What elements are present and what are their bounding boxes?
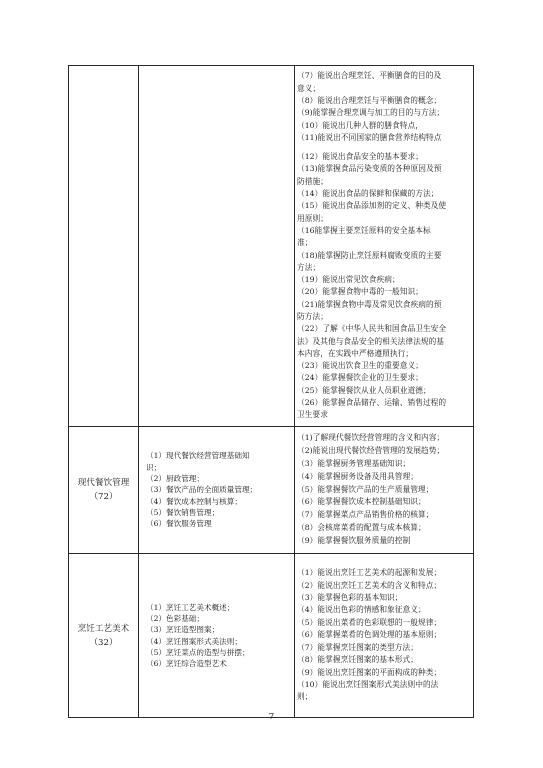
requirement-item: 法》及其他与食品安全的相关法律法规的基 xyxy=(297,336,445,346)
curriculum-table xyxy=(68,65,474,718)
requirement-item: （13)能掌握食品污染变质的各种原因及预 xyxy=(297,164,442,174)
content-item: （4）烹饪图案形式美法则； xyxy=(146,636,242,646)
requirement-item: （9)能掌握合理烹调与加工的目的与方法； xyxy=(297,108,445,118)
requirement-item xyxy=(297,144,471,151)
requirement-item: （4）能说出色彩的情感和象征意义； xyxy=(297,605,426,615)
requirement-item: （3）能掌握色彩的基本知识； xyxy=(297,593,403,603)
content-item: （1）现代餐饮经营管理基础知 xyxy=(146,451,250,461)
requirement-item: （5）能掌握餐饮产品的生产质量管理； xyxy=(297,484,434,494)
requirement-item: 本内容，在实践中严格遵照执行； xyxy=(297,348,414,358)
requirement-item: 方法； xyxy=(297,262,321,272)
content-list xyxy=(139,450,294,529)
requirement-item: （8）能说出合理烹饪与平衡膳食的概念； xyxy=(297,95,442,105)
requirement-cell xyxy=(295,66,474,427)
module-cell xyxy=(69,427,139,554)
requirement-list xyxy=(295,430,473,549)
requirement-item: （10）能说出几种人群的膳食特点， xyxy=(297,120,423,130)
requirement-list xyxy=(295,565,473,705)
requirement-item: 意义； xyxy=(297,83,321,93)
requirement-cell xyxy=(295,427,474,554)
requirement-item: （7）能说出合理烹饪、平衡膳食的目的及 xyxy=(297,71,442,81)
content-item: （2）厨政管理； xyxy=(146,474,204,484)
requirement-item: （11)能说出不同国家的膳食营养结构特点 xyxy=(297,132,442,142)
requirement-item: （8）能掌握烹饪图案的基本形式； xyxy=(297,655,419,665)
requirement-item: （1)了解现代餐饮经营管理的含义和内容； xyxy=(297,433,445,443)
content-cell xyxy=(139,427,295,554)
requirement-item: （22）了解《中华人民共和国食品卫生安全 xyxy=(297,324,447,334)
requirement-item: （14）能说出食品的保鲜和保藏的方法； xyxy=(297,189,439,199)
requirement-item: （2)能说出现代餐饮经营管理的发展趋势； xyxy=(297,446,445,456)
requirement-list xyxy=(295,69,473,422)
content-item: （3）烹饪造型图案； xyxy=(146,625,220,635)
requirement-item: （9）能说出烹饪图案的平面构成的种类； xyxy=(297,667,442,677)
table-row xyxy=(69,66,474,427)
module-cell xyxy=(69,554,139,718)
requirement-item: （4）能掌握厨务设备及用具管理； xyxy=(297,471,419,481)
module-hours: （72） xyxy=(89,492,118,502)
page-number: 7 xyxy=(268,712,275,722)
requirement-item: （2）能说出烹饪工艺美术的含义和特点； xyxy=(297,580,442,590)
requirement-item: 防方法； xyxy=(297,311,328,321)
content-item: （5）餐饮销售管理； xyxy=(146,507,220,517)
content-item: （5）烹饪菜点的造型与拼摆； xyxy=(146,647,250,657)
requirement-item: （5）能说出菜肴的色彩联想的一般规律； xyxy=(297,617,442,627)
requirement-item: （6）能掌握菜肴的色调处理的基本原则； xyxy=(297,630,442,640)
module-cell xyxy=(69,66,139,427)
module-name: 烹饪工艺美术 xyxy=(77,623,130,634)
content-cell xyxy=(139,554,295,718)
requirement-item: 准； xyxy=(297,238,313,248)
content-item: （1）烹饪工艺美术概述； xyxy=(146,602,235,612)
module-hours: （32） xyxy=(89,637,118,648)
requirement-item: （19）能说出常见饮食疾病； xyxy=(297,275,400,285)
requirement-item: 用原则； xyxy=(297,213,328,223)
requirement-item: （7）能掌握烹饪图案的类型方法； xyxy=(297,642,419,652)
requirement-item: （12）能说出食品安全的基本要求； xyxy=(297,152,423,162)
content-item: （3）餐饮产品的全面质量管理； xyxy=(146,485,258,495)
content-cell xyxy=(139,66,295,427)
requirement-item: （1）能说出烹饪工艺美术的起源和发展； xyxy=(297,568,442,578)
requirement-item: （8）会核席菜肴的配置与成本核算； xyxy=(297,522,426,532)
requirement-item: （6）能掌握餐饮成本控制基础知识； xyxy=(297,497,426,507)
content-list xyxy=(139,602,294,670)
content-item: （4）餐饮成本控制与核算； xyxy=(146,496,242,506)
requirement-item: （26）能掌握食品储存、运输、销售过程的 xyxy=(297,398,447,408)
table-row xyxy=(69,427,474,554)
content-item: （6）餐饮服务管理 xyxy=(146,519,212,529)
requirement-cell xyxy=(295,554,474,718)
content-item: （6）烹饪综合造型艺术 xyxy=(146,659,227,669)
requirement-item: （10）能说出烹饪图案形式美法则中的法 xyxy=(297,679,439,689)
requirement-item: （7）能掌握菜点产品销售价格的核算； xyxy=(297,510,434,520)
content-item: （2）色彩基础； xyxy=(146,613,204,623)
requirement-item: 则； xyxy=(297,692,313,702)
requirement-item: （16能掌握主要烹饪原料的安全基本标 xyxy=(297,225,431,235)
requirement-item: 防措施； xyxy=(297,176,328,186)
requirement-item: （9）能掌握餐饮服务质量的控制 xyxy=(297,535,411,545)
requirement-item: （18)能掌握防止烹饪原料腐败变质的主要 xyxy=(297,250,442,260)
requirement-item: （3）能掌握厨务管理基础知识； xyxy=(297,459,411,468)
requirement-item: （15）能说出食品添加剂的定义、种类及使 xyxy=(297,201,447,211)
requirement-item: （20）能掌握食物中毒的一般知识； xyxy=(297,287,423,297)
table-row xyxy=(69,554,474,718)
content-item: 识； xyxy=(146,462,162,472)
module-name: 现代餐饮管理 xyxy=(77,478,130,488)
requirement-item: （24）能掌握餐饮企业的卫生要求； xyxy=(297,373,423,383)
requirement-item: （23）能说出饮食卫生的重要意义； xyxy=(297,361,423,371)
requirement-item: 卫生要求 xyxy=(297,410,328,420)
requirement-item: （21)能掌握食物中毒及常见饮食疾病的预 xyxy=(297,299,442,309)
requirement-item: （25）能掌握餐饮从业人员职业道德； xyxy=(297,385,431,395)
